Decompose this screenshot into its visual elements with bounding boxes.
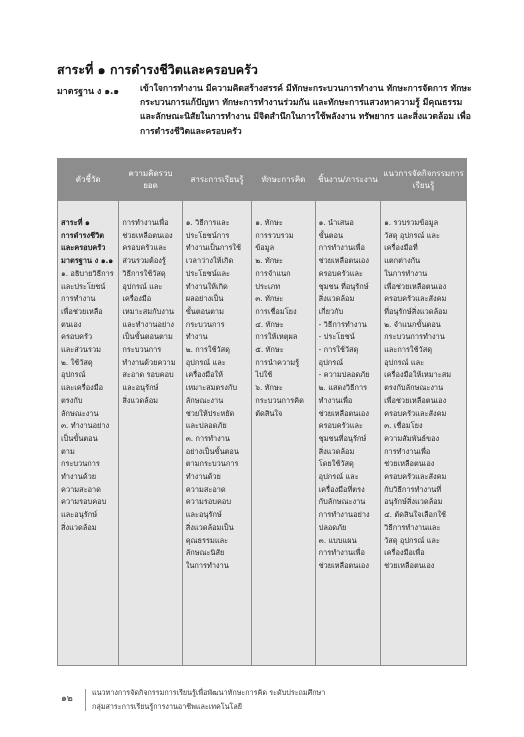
- cell-line: ประโยชน์และ: [185, 268, 230, 278]
- cell-line: และประโยชน์: [61, 281, 106, 291]
- cell-line: - ความปลอดภัย: [318, 370, 370, 380]
- cell-line: การทำงานอย่าง: [318, 510, 370, 520]
- cell-line: ๑. ทักษะ: [255, 218, 283, 227]
- cell-line: การให้เหตุผล: [255, 332, 298, 342]
- table-row: [58, 201, 467, 666]
- cell-line: แตกต่างกัน: [384, 256, 421, 266]
- cell-line: ช่วยเหลือตนเอง: [318, 256, 369, 266]
- cell-line: กระบวนการ: [61, 459, 100, 469]
- cell-line: กับลักษณะงาน: [318, 497, 366, 507]
- cell-line: - ประโยชน์: [318, 332, 355, 342]
- cell-line: และครอบครัว: [61, 243, 106, 253]
- cell-line: ครอบครัวและ: [318, 421, 364, 431]
- cell-line: อุปกรณ์ และ: [384, 357, 425, 367]
- cell-concept: [119, 201, 182, 666]
- cell-line: สิ่งแวดล้อม: [318, 446, 355, 456]
- cell-line: ในการทำงาน: [384, 268, 428, 278]
- cell-line: และการใช้วัสดุ: [384, 345, 433, 355]
- standard-text: เข้าใจการทำงาน มีความคิดสร้างสรรค์ มีทักษะกระบวนการทำงาน ทักษะการจัดการ ทักษะกระบวนการแก้ปัญหา ทักษะการทำงานร่วมกัน และทักษะการแสวงหาความรู้ มีคุณธรรม และลักษณะนิสัยในการทำงาน มีจิตสำนึกในการใช้พลังงาน ทรัพยากร และสิ่งแวดล้อม เพื่อการดำรงชีวิตและครอบครัว: [140, 84, 472, 137]
- cell-line: ครอบครัวและสังคม: [384, 472, 447, 482]
- cell-line: ๑. วิธีการและ: [185, 218, 230, 227]
- cell-line: ๒. ใช้วัสดุ: [61, 357, 93, 367]
- cell-line: และส่วนรวม: [61, 345, 101, 355]
- cell-line: เครื่องมือที่ตรง: [318, 484, 365, 494]
- cell-line: กระบวนการ: [185, 319, 225, 329]
- cell-line: และอนุรักษ์: [185, 510, 222, 520]
- cell-line: ความสัมพันธ์ของ: [384, 433, 440, 443]
- cell-line: อุปกรณ์ และ: [318, 472, 359, 482]
- cell-line: ช่วยเหลือตนเอง: [384, 459, 435, 469]
- cell-line: ๓. แบบแผน: [318, 535, 357, 545]
- cell-activities: [381, 201, 467, 666]
- cell-line: คุณธรรมและ: [185, 535, 229, 545]
- cell-line: เครื่องมือที่: [384, 243, 418, 253]
- cell-line: ทำงานด้วย: [185, 472, 221, 482]
- cell-line: อนุรักษ์สิ่งแวดล้อม: [384, 497, 443, 507]
- header-activities: แนวการจัดกิจกรรมการเรียนรู้: [381, 159, 467, 201]
- cell-line: การทำงานเพื่อ: [384, 446, 431, 456]
- cell-content: [182, 201, 252, 666]
- page-number: ๑๒: [61, 694, 73, 704]
- cell-line: เพื่อช่วยเหลือ: [61, 306, 103, 316]
- cell-line: ช่วยเหลือตนเอง: [318, 408, 369, 418]
- cell-line: และเครื่องมือ: [61, 383, 104, 393]
- cell-line: ๔. ทักษะ: [255, 319, 284, 329]
- cell-line: ในการทำงาน: [185, 560, 229, 570]
- cell-line: ๒. แสดงวิธีการ: [318, 383, 368, 393]
- cell-line: ๔. ตัดสินใจเลือกใช้: [384, 510, 447, 520]
- cell-line: เกี่ยวกับ: [318, 306, 344, 316]
- cell-line: อย่างเป็นขั้นตอน: [185, 446, 239, 456]
- cell-line: กระบวนการคิด: [255, 395, 304, 405]
- cell-line: วิธีการทำงานและ: [384, 522, 441, 532]
- cell-line: อุปกรณ์: [61, 370, 86, 380]
- cell-line: ไปใช้: [255, 370, 273, 380]
- cell-line: ทำงานให้เกิด: [185, 281, 228, 291]
- cell-line: ครอบครัว: [61, 332, 93, 342]
- cell-line: ครอบครัวและสังคม: [384, 408, 447, 418]
- footer-divider: [85, 689, 86, 711]
- cell-line: ๑. รวบรวมข้อมูล: [384, 218, 439, 227]
- cell-line: ที่อนุรักษ์สิ่งแวดล้อม: [384, 306, 448, 316]
- header-content: สาระการเรียนรู้: [182, 159, 252, 201]
- cell-line: การเชื่อมโยง: [255, 306, 297, 316]
- cell-line: ข้อมูล: [255, 243, 275, 253]
- cell-line: เหมาะสมกับงาน: [122, 306, 175, 316]
- cell-line: ตามกระบวนการ: [185, 459, 239, 469]
- cell-line: ประเภท: [255, 281, 281, 291]
- cell-line: และปลอดภัย: [185, 421, 227, 431]
- cell-line: เพื่อช่วยเหลือตนเอง: [384, 395, 447, 405]
- cell-line: ลักษณะงาน: [61, 408, 99, 418]
- cell-line: ชุมชน ที่อนุรักษ์: [318, 281, 369, 291]
- cell-line: ๑. นำเสนอ: [318, 218, 354, 227]
- header-tasks: ชิ้นงาน/ภาระงาน: [315, 159, 380, 201]
- cell-line: เครื่องมือ: [122, 294, 152, 304]
- cell-line: วิธีการใช้วัสดุ: [122, 268, 166, 278]
- cell-line: ขั้นตอน: [318, 230, 344, 240]
- cell-line: ปลอดภัย: [318, 522, 347, 532]
- cell-line: กระบวนการทำงาน: [384, 332, 445, 342]
- cell-line: ครอบครัวและสังคม: [384, 294, 447, 304]
- cell-line: อุปกรณ์ และ: [185, 357, 226, 367]
- cell-line: วัสดุ อุปกรณ์ และ: [384, 230, 440, 240]
- cell-line: การทำงาน: [61, 294, 96, 304]
- cell-line: เหมาะสมตรงกับ: [185, 383, 238, 393]
- cell-line: การรวบรวม: [255, 230, 294, 240]
- cell-line: การทำงานเพื่อ: [318, 548, 365, 558]
- footer-subject: กลุ่มสาระการเรียนรู้การงานอาชีพและเทคโนโลยี: [92, 702, 243, 711]
- cell-line: ลักษณะงาน: [185, 395, 224, 405]
- cell-line: สาระที่ ๑: [61, 218, 90, 227]
- cell-line: ความรอบคอบ: [185, 497, 232, 507]
- cell-line: ๒. จำแนกขั้นตอน: [384, 319, 441, 329]
- cell-line: และทำงานอย่าง: [122, 319, 174, 329]
- cell-line: สิ่งแวดล้อม: [318, 294, 355, 304]
- cell-line: ๒. ทักษะ: [255, 256, 284, 266]
- cell-line: กระบวนการ: [122, 345, 162, 355]
- cell-thinking-skills: [252, 201, 315, 666]
- header-concept: ความคิดรวบยอด: [119, 159, 182, 201]
- cell-line: ทำงานด้วย: [61, 472, 97, 482]
- cell-line: เครื่องมือให้เหมาะสม: [384, 370, 452, 380]
- cell-line: ทำงาน: [185, 332, 208, 342]
- cell-line: เป็นขั้นตอนตาม: [122, 332, 173, 342]
- cell-tasks: [315, 201, 380, 666]
- cell-line: สิ่งแวดล้อม: [122, 395, 159, 405]
- cell-line: ช่วยเหลือตนเอง: [318, 560, 369, 570]
- cell-line: เครื่องมือให้: [185, 370, 224, 380]
- cell-line: สะอาด รอบคอบ: [122, 370, 174, 380]
- cell-line: - การใช้วัสดุ: [318, 345, 359, 355]
- cell-line: ผลอย่างเป็น: [185, 294, 224, 304]
- cell-line: เป็นขั้นตอน: [61, 433, 98, 443]
- standard-label: มาตรฐาน ง ๑.๑: [57, 87, 119, 97]
- cell-line: เครื่องมือเพื่อ: [384, 548, 425, 558]
- cell-line: การดำรงชีวิต: [61, 230, 105, 240]
- cell-line: ขั้นตอนตาม: [185, 306, 224, 316]
- page-title: สาระที่ ๑ การดำรงชีวิตและครอบครัว: [57, 62, 258, 77]
- cell-line: ๒. การใช้วัสดุ: [185, 345, 230, 355]
- cell-line: ทำงานเป็นการใช้: [185, 243, 242, 253]
- cell-line: ทำงานเพื่อ: [318, 395, 353, 405]
- cell-indicator: [58, 201, 119, 666]
- cell-line: ตัดสินใจ: [255, 408, 283, 418]
- cell-line: ๓. การทำงาน: [185, 433, 230, 443]
- learning-table: [57, 158, 467, 666]
- cell-line: การทำงานเพื่อ: [122, 218, 169, 227]
- cell-line: การนำความรู้: [255, 357, 300, 367]
- cell-line: ความรอบคอบ: [61, 497, 107, 507]
- cell-line: และอนุรักษ์: [122, 383, 159, 393]
- cell-line: สิ่งแวดล้อมเป็น: [185, 522, 234, 532]
- header-indicator: ตัวชี้วัด: [58, 159, 119, 201]
- cell-line: ๓. ทักษะ: [255, 294, 284, 304]
- cell-line: ๓. เชื่อมโยง: [384, 421, 423, 431]
- cell-line: ทำงานด้วยความ: [122, 357, 176, 367]
- cell-line: ตนเอง: [61, 319, 82, 329]
- table-header-row: [58, 159, 467, 201]
- cell-line: ครอบครัวและ: [122, 243, 167, 253]
- cell-line: กับวิธีการทำงานที่: [384, 484, 442, 494]
- cell-line: โดยใช้วัสดุ: [318, 459, 354, 469]
- cell-line: ลักษณะนิสัย: [185, 548, 225, 558]
- cell-line: ๓. ทำงานอย่าง: [61, 421, 110, 431]
- cell-line: การทำงานเพื่อ: [318, 243, 365, 253]
- cell-line: ส่วนรวมต้องรู้: [122, 256, 166, 266]
- cell-line: ตรงกับลักษณะงาน: [384, 383, 444, 393]
- cell-line: การจำแนก: [255, 268, 291, 278]
- cell-line: ความสะอาด: [61, 484, 101, 494]
- cell-line: - วิธีการทำงาน: [318, 319, 367, 329]
- cell-line: ความสะอาด: [185, 484, 226, 494]
- cell-line: ครอบครัวและ: [318, 268, 364, 278]
- cell-line: ชุมชนที่อนุรักษ์: [318, 433, 367, 443]
- cell-line: มาตรฐาน ง ๑.๑: [61, 256, 114, 266]
- cell-line: วัสดุ อุปกรณ์ และ: [384, 535, 440, 545]
- footer-book-title: แนวทางการจัดกิจกรรมการเรียนรู้เพื่อพัฒนาทักษะการคิด ระดับประถมศึกษา: [92, 688, 326, 697]
- cell-line: ประโยชน์การ: [185, 230, 230, 240]
- header-thinking-skills: ทักษะการคิด: [252, 159, 315, 201]
- cell-line: ตรงกับ: [61, 395, 83, 405]
- cell-line: อุปกรณ์: [318, 357, 344, 367]
- cell-line: ตาม: [61, 446, 75, 456]
- cell-line: ๖. ทักษะ: [255, 383, 283, 393]
- cell-line: สิ่งแวดล้อม: [61, 522, 97, 532]
- cell-line: เพื่อช่วยเหลือตนเอง: [384, 281, 447, 291]
- cell-line: ช่วยให้ประหยัด: [185, 408, 235, 418]
- cell-line: และอนุรักษ์: [61, 510, 98, 520]
- cell-line: ช่วยเหลือตนเอง: [384, 560, 435, 570]
- cell-line: อุปกรณ์ และ: [122, 281, 163, 291]
- cell-line: เวลาว่างให้เกิด: [185, 256, 234, 266]
- cell-line: ช่วยเหลือตนเอง: [122, 230, 173, 240]
- cell-line: ๑. อธิบายวิธีการ: [61, 268, 114, 278]
- cell-line: ๕. ทักษะ: [255, 345, 284, 355]
